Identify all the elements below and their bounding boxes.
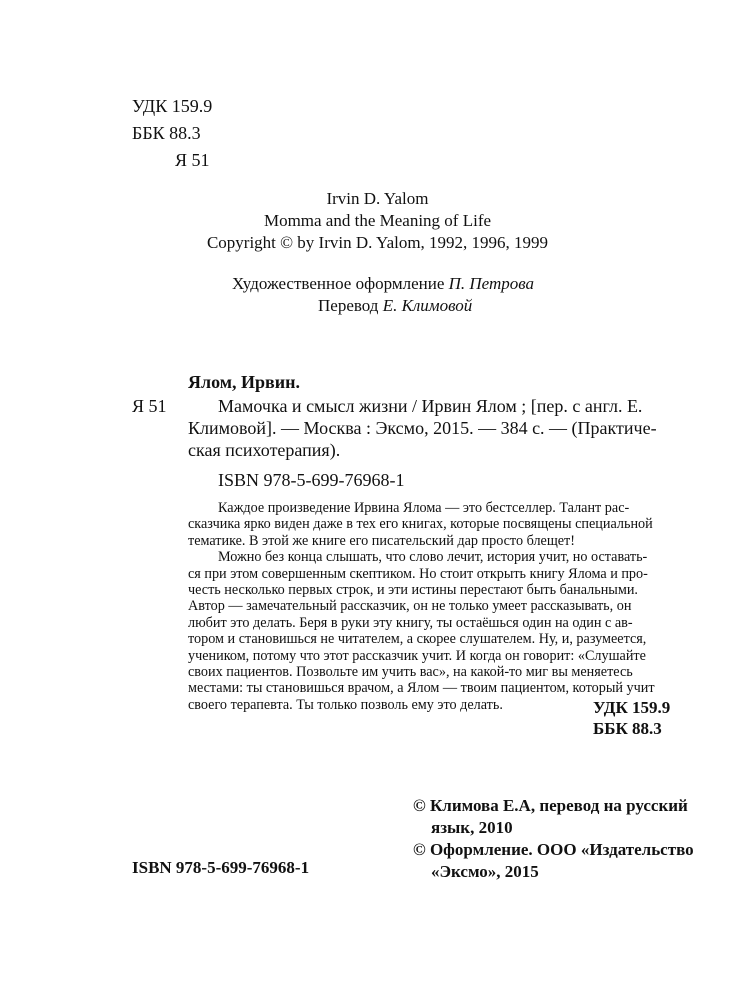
catalog-description: [188, 395, 684, 461]
original-author: Irvin D. Yalom: [326, 189, 429, 208]
annotation-line: тематике. В этой же книге его писательский дар просто блещет!: [188, 532, 575, 549]
design-name: П. Петрова: [448, 274, 535, 293]
annotation: [188, 500, 682, 713]
annotation-line: сказчика ярко виден даже в тех его книгах, которые посвящены специальной: [188, 516, 653, 533]
catalog-author-mark: Я 51: [132, 396, 167, 416]
catalog-line: Климовой]. — Москва : Эксмо, 2015. — 384 с. — (Практиче-: [188, 418, 657, 438]
author-mark: Я 51: [175, 150, 210, 170]
annotation-line: честь несколько первых строк, и эти истины перестают быть банальными.: [188, 582, 638, 599]
rights-design: © Оформление. ООО «Издательство: [413, 840, 694, 859]
annotation-line: учеником, потому что этот рассказчик учит. И когда он говорит: «Слушайте: [188, 647, 646, 664]
rights-design-cont: «Эксмо», 2015: [431, 862, 539, 881]
udk-code: УДК 159.9: [132, 96, 213, 116]
credits-block: [232, 273, 592, 317]
rights-translation-cont: язык, 2010: [431, 818, 513, 837]
design-label: Художественное оформление: [232, 274, 445, 293]
annotation-line: тором и становишься не читателем, а скорее слушателем. Ну, и, разумеется,: [188, 631, 647, 648]
rights-translation: © Климова Е.А, перевод на русский: [413, 796, 688, 815]
rights-block: [413, 795, 713, 883]
annotation-line: Автор — замечательный рассказчик, он не только умеет рассказывать, он: [188, 598, 632, 615]
annotation-line: своих пациентов. Позвольте им учить вас», на какой-то миг вы меняетесь: [188, 664, 633, 681]
bbk-code: ББК 88.3: [132, 123, 201, 143]
annotation-line: местами: ты становишься врачом, а Ялом — твоим пациентом, который учит: [188, 680, 655, 697]
design-credit: [232, 273, 592, 295]
footer-isbn: ISBN 978-5-699-76968-1: [132, 858, 310, 877]
translation-name: Е. Климовой: [382, 296, 473, 315]
catalog-heading: Ялом, Ирвин.: [188, 372, 300, 392]
annotation-line: Можно без конца слышать, что слово лечит, история учит, но оставать-: [218, 549, 648, 566]
original-copyright: Copyright © by Irvin D. Yalom, 1992, 1996, 1999: [206, 233, 549, 252]
translation-credit: [232, 295, 592, 317]
catalog-line: ская психотерапия).: [188, 440, 341, 460]
annotation-line: Каждое произведение Ирвина Ялома — это бестселлер. Талант рас-: [218, 500, 630, 516]
annotation-line: своего терапевта. Ты только позволь ему это делать.: [188, 696, 503, 713]
original-edition-block: [206, 188, 549, 254]
translation-label: Перевод: [318, 296, 379, 315]
bottom-udk: УДК 159.9: [593, 698, 671, 717]
catalog-line: Мамочка и смысл жизни / Ирвин Ялом ; [пер. с англ. Е.: [218, 396, 643, 416]
original-title: Momma and the Meaning of Life: [263, 211, 492, 230]
bottom-bbk: ББК 88.3: [593, 719, 662, 738]
annotation-line: ся при этом совершенным скептиком. Но стоит открыть книгу Ялома и про-: [188, 565, 648, 582]
catalog-isbn: ISBN 978-5-699-76968-1: [218, 470, 405, 490]
annotation-line: любит это делать. Беря в руки эту книгу, ты остаёшься один на один с ав-: [188, 614, 633, 631]
